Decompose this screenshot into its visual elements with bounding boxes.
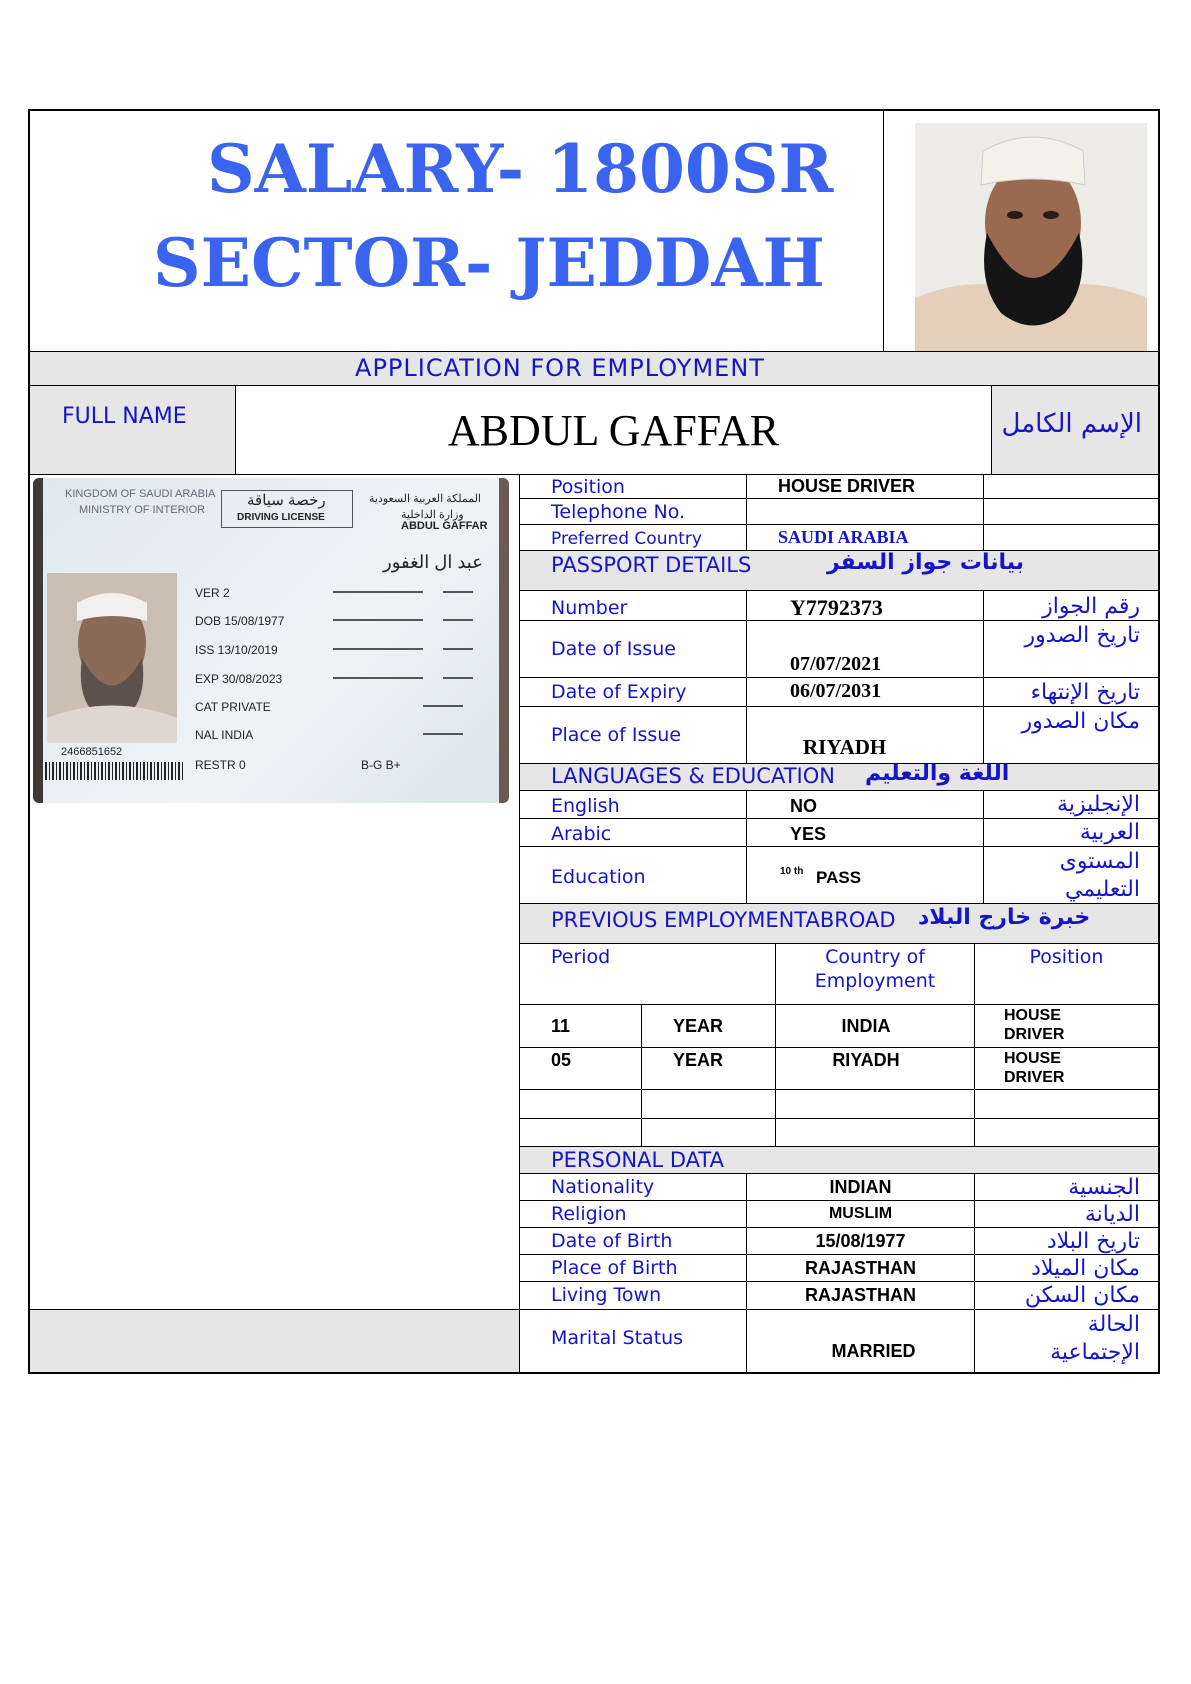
employment-2-unit: YEAR	[673, 1050, 724, 1070]
passport-number-label-ar: رقم الجواز	[1042, 594, 1140, 619]
arabic-label: Arabic	[551, 823, 612, 845]
employment-heading-ar: خبرة خارج البلاد	[918, 905, 1091, 930]
license-title-ar: رخصة سياقة	[247, 492, 326, 509]
license-iss: ISS 13/10/2019	[195, 643, 278, 657]
education-label: Education	[551, 866, 646, 888]
living-town-value: RAJASTHAN	[804, 1285, 916, 1305]
employment-1-years: 11	[551, 1016, 571, 1036]
marital-status-label-ar: الحالة الإجتماعية	[1050, 1312, 1140, 1365]
personal-heading: PERSONAL DATA	[551, 1148, 724, 1172]
place-of-birth-label: Place of Birth	[551, 1257, 678, 1279]
position-label: Position	[551, 476, 625, 498]
license-photo	[47, 573, 177, 743]
license-dob: DOB 15/08/1977	[195, 614, 285, 628]
arabic-label-ar: العربية	[1079, 820, 1140, 845]
english-label: English	[551, 795, 620, 817]
nationality-label-ar: الجنسية	[1068, 1175, 1140, 1200]
place-of-birth-value: RAJASTHAN	[804, 1258, 916, 1278]
date-of-birth-value: 15/08/1977	[815, 1231, 906, 1251]
date-of-issue-label: Date of Issue	[551, 638, 676, 660]
english-label-ar: الإنجليزية	[1057, 792, 1140, 817]
license-exp: EXP 30/08/2023	[195, 672, 283, 686]
living-town-label-ar: مكان السكن	[1024, 1283, 1140, 1308]
religion-label: Religion	[551, 1203, 627, 1225]
license-barcode	[45, 762, 185, 780]
date-of-expiry-value: 06/07/2031	[790, 680, 882, 702]
license-name-ar: عبد ال الغفور	[383, 552, 483, 572]
employment-1-position: HOUSE DRIVER	[1004, 1007, 1065, 1044]
nationality-value: INDIAN	[829, 1177, 892, 1197]
living-town-label: Living Town	[551, 1284, 662, 1306]
salary-heading: SALARY- 1800SR	[207, 130, 834, 208]
employment-2-position: HOUSE DRIVER	[1004, 1050, 1065, 1087]
passport-heading: PASSPORT DETAILS	[551, 553, 752, 577]
date-of-issue-value: 07/07/2021	[790, 653, 882, 675]
employment-2-country: RIYADH	[832, 1050, 900, 1070]
date-of-expiry-label: Date of Expiry	[551, 681, 687, 703]
driving-license-image	[33, 478, 509, 803]
position-value: HOUSE DRIVER	[778, 476, 916, 496]
sector-heading: SECTOR- JEDDAH	[153, 224, 825, 302]
place-of-issue-label-ar: مكان الصدور	[1021, 709, 1140, 734]
arabic-value: YES	[790, 824, 827, 844]
license-title: DRIVING LICENSE	[237, 512, 325, 523]
period-column-header: Period	[551, 946, 611, 968]
place-of-issue-label: Place of Issue	[551, 724, 682, 746]
license-number: 2466851652	[61, 746, 123, 758]
preferred-country-label: Preferred Country	[551, 529, 702, 549]
employment-1-unit: YEAR	[673, 1016, 724, 1036]
license-nal: NAL INDIA	[195, 728, 254, 742]
preferred-country-value: SAUDI ARABIA	[778, 527, 909, 547]
passport-number-value: Y7792373	[790, 595, 883, 620]
license-name: ABDUL GAFFAR	[401, 520, 488, 532]
position-column-header: Position	[1029, 946, 1104, 968]
form-title: APPLICATION FOR EMPLOYMENT	[355, 354, 765, 382]
date-of-birth-label-ar: تاريخ البلاد	[1046, 1229, 1140, 1254]
license-ministry-ar: وزارة الداخلية	[401, 509, 464, 521]
employment-heading: PREVIOUS EMPLOYMENTABROAD	[551, 908, 896, 932]
license-country-ar: المملكة العربية السعودية	[369, 493, 481, 505]
country-column-header: Country of Employment	[814, 946, 936, 992]
english-value: NO	[790, 796, 817, 816]
full-name-value: ABDUL GAFFAR	[447, 406, 780, 455]
education-value: PASS	[816, 868, 862, 887]
religion-value: MUSLIM	[828, 1205, 893, 1222]
license-ver: VER 2	[195, 586, 230, 600]
applicant-photo	[915, 123, 1147, 351]
full-name-label: FULL NAME	[62, 404, 187, 429]
nationality-label: Nationality	[551, 1176, 655, 1198]
license-blood: B-G B+	[361, 758, 401, 772]
employment-1-country: INDIA	[841, 1016, 891, 1036]
date-of-issue-label-ar: تاريخ الصدور	[1024, 623, 1140, 648]
marital-status-value: MARRIED	[831, 1341, 916, 1361]
passport-heading-ar: بيانات جواز السفر	[827, 550, 1025, 575]
date-of-expiry-label-ar: تاريخ الإنتهاء	[1030, 680, 1140, 705]
languages-heading: LANGUAGES & EDUCATION	[551, 764, 835, 788]
license-ministry: MINISTRY OF INTERIOR	[79, 504, 206, 516]
license-restr: RESTR 0	[195, 758, 246, 772]
license-cat: CAT PRIVATE	[195, 700, 271, 714]
place-of-birth-label-ar: مكان الميلاد	[1031, 1256, 1140, 1281]
religion-label-ar: الديانة	[1084, 1202, 1140, 1227]
passport-number-label: Number	[551, 597, 628, 619]
telephone-label: Telephone No.	[551, 501, 686, 523]
full-name-label-ar: الإسم الكامل	[1001, 409, 1142, 439]
marital-status-label: Marital Status	[551, 1327, 684, 1349]
employment-2-years: 05	[551, 1050, 572, 1070]
date-of-birth-label: Date of Birth	[551, 1230, 673, 1252]
education-label-ar: المستوى التعليمي	[1059, 849, 1140, 902]
education-grade: 10 th	[780, 866, 804, 877]
place-of-issue-value: RIYADH	[803, 735, 887, 759]
languages-heading-ar: اللغة والتعليم	[865, 761, 1010, 786]
license-country: KINGDOM OF SAUDI ARABIA	[65, 488, 216, 500]
